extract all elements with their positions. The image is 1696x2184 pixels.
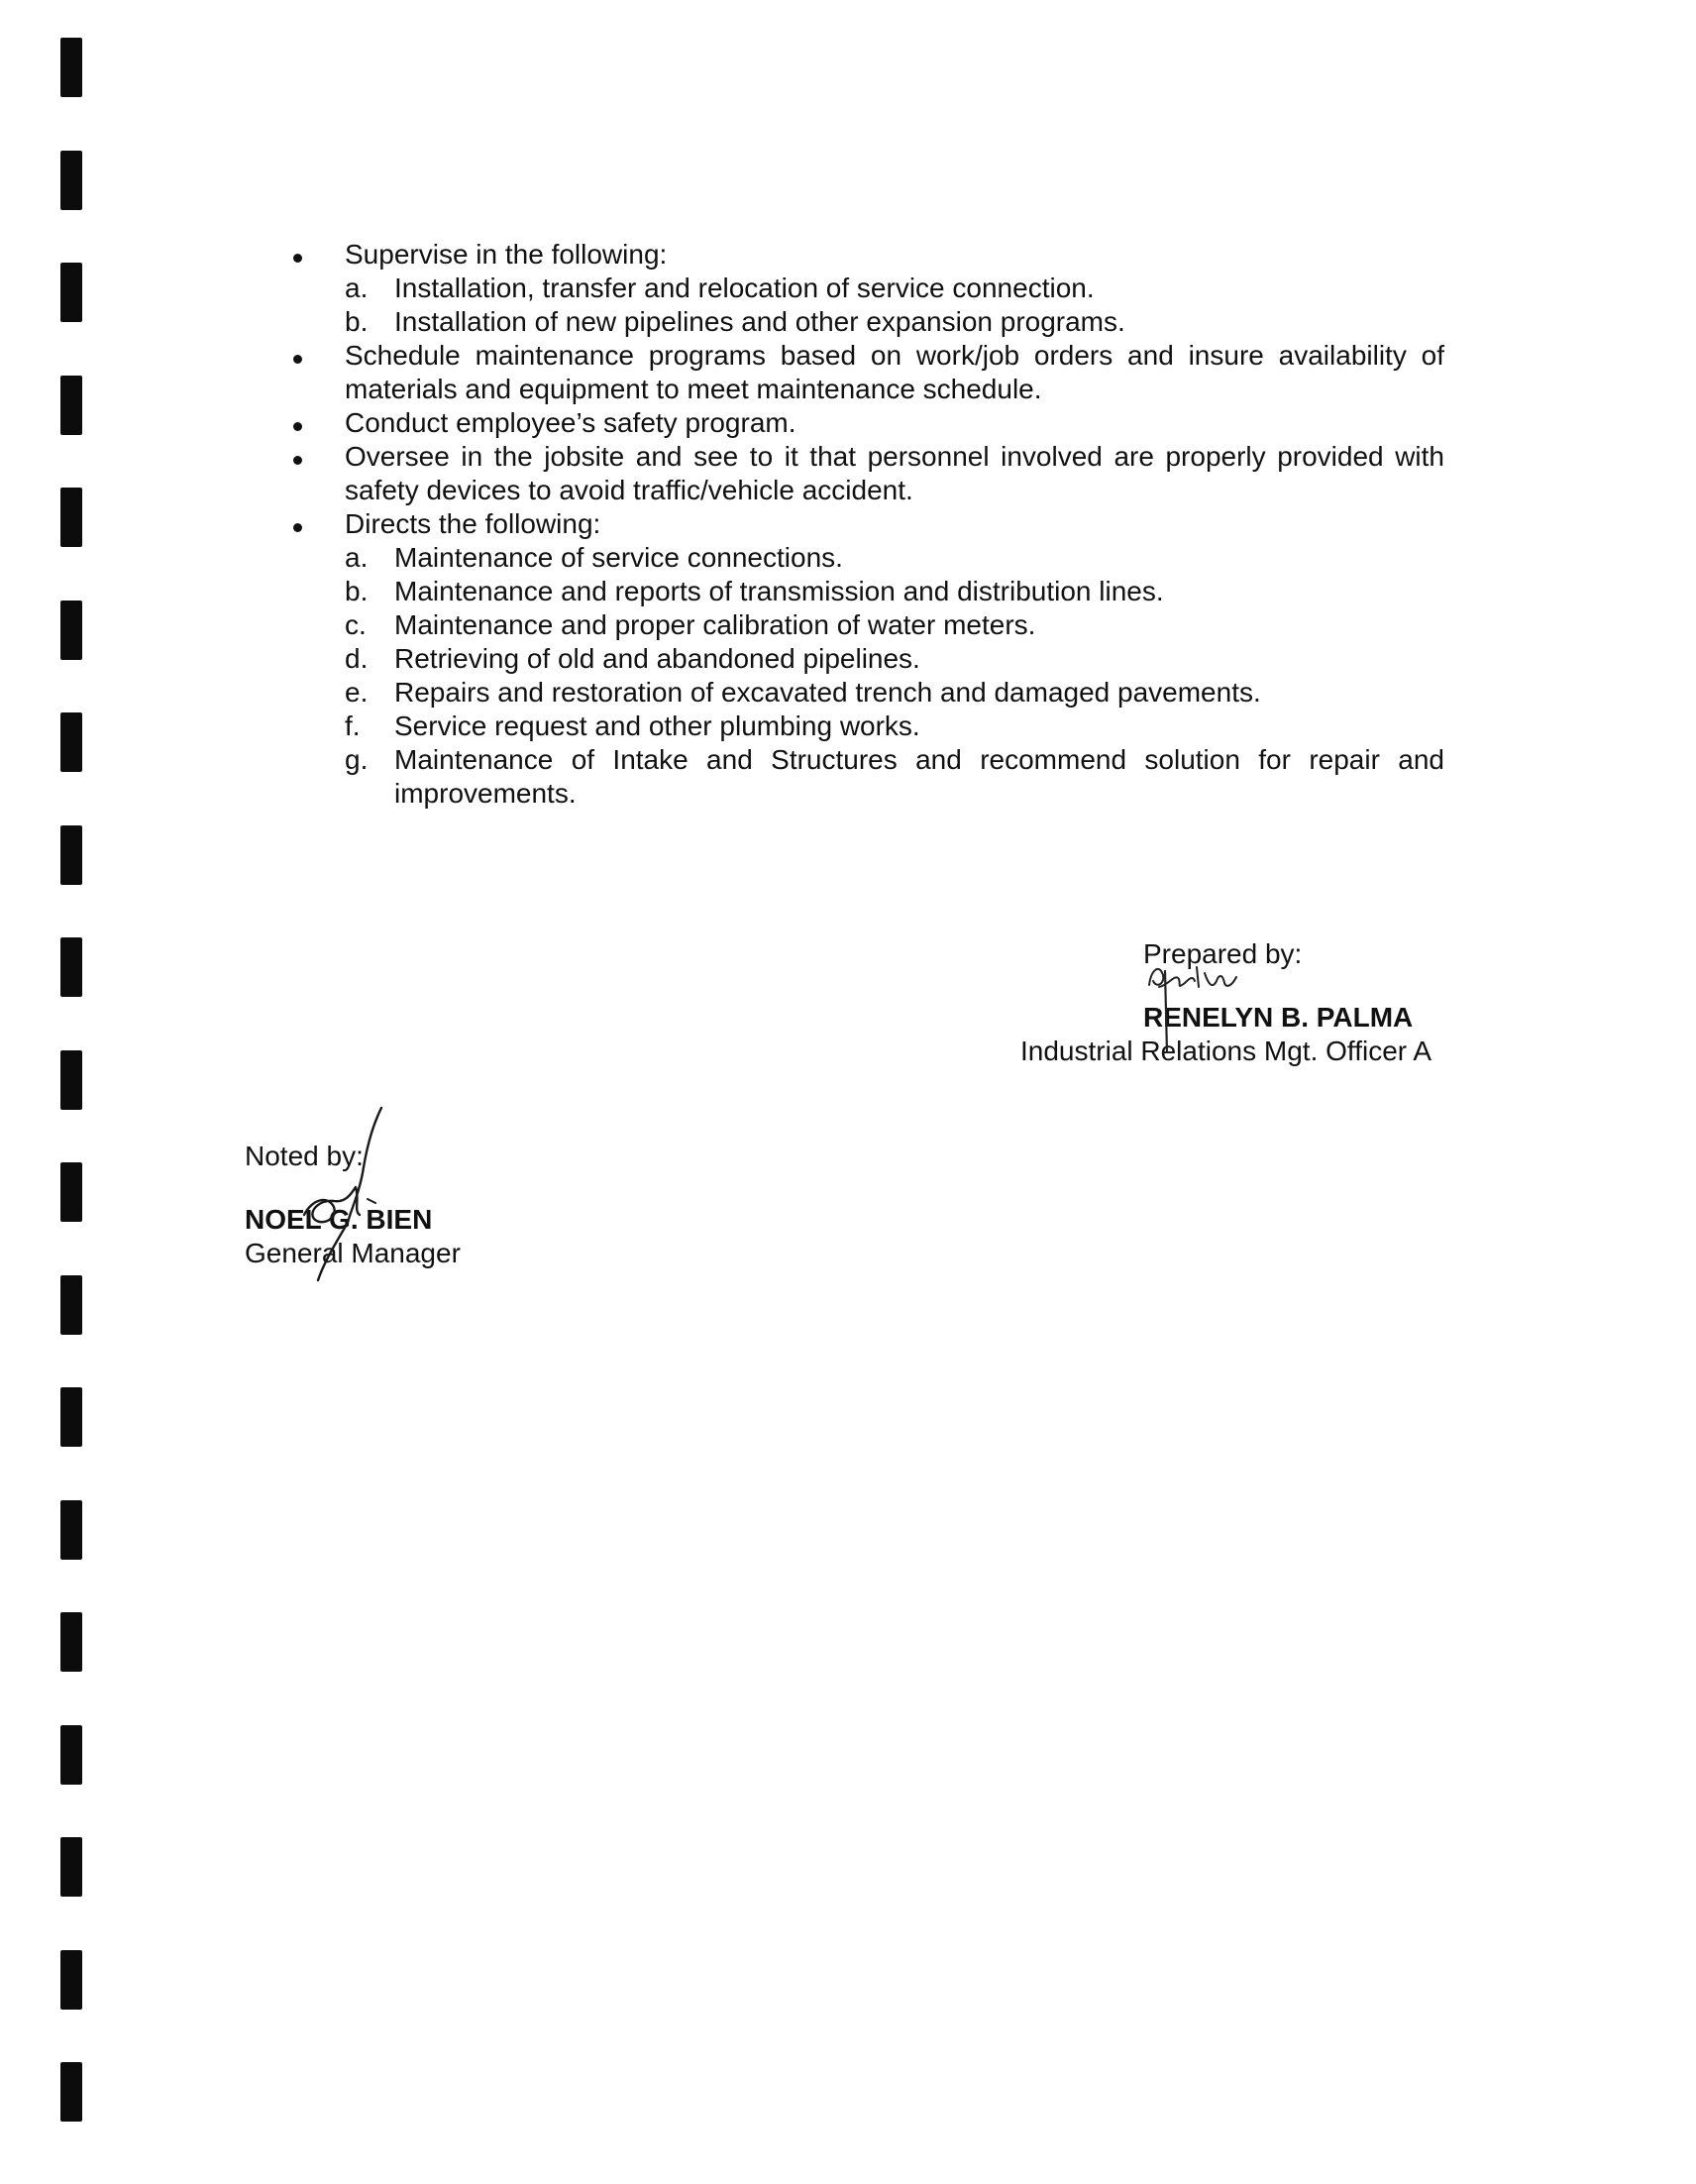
sub-item-letter: b. [345,306,369,337]
noted-by-block [245,1140,641,1270]
bullet-dot-icon [293,523,302,532]
sub-item-letter: a. [345,273,369,303]
sub-item-text: Installation of new pipelines and other expansion programs. [394,306,1125,337]
sub-item-text: Maintenance and proper calibration of water meters. [394,609,1036,640]
bullet-text: Directs the following: [345,508,601,539]
sub-item-text: Service request and other plumbing works. [394,710,920,741]
bullet-dot-icon [293,456,302,465]
bullet-text: Supervise in the following: [345,239,668,270]
binding-mark [60,1500,82,1560]
binding-mark [60,937,82,997]
binding-mark [60,38,82,97]
binding-mark [60,1387,82,1447]
prepared-signature [1129,945,1278,1064]
bullet-item [285,440,1444,507]
sub-item-letter: c. [345,609,367,640]
bullet-text: Oversee in the jobsite and see to it that personnel involved are properly provided with safety devices to avoid traffic/vehicle accident. [345,441,1444,505]
binding-mark [60,1275,82,1335]
sub-list [285,541,1444,811]
sub-list-item [285,642,1444,676]
binding-mark [60,1950,82,2010]
sub-item-letter: g. [345,744,369,775]
binding-mark [60,376,82,435]
sub-item-text: Installation, transfer and relocation of service connection. [394,273,1095,303]
noted-signature [265,1104,403,1302]
bullet-item [285,406,1444,440]
sub-list-item [285,575,1444,608]
bullet-dot-icon [293,355,302,364]
binding-mark [60,1725,82,1785]
bullet-item [285,339,1444,406]
sub-list-item [285,676,1444,710]
bullet-text: Schedule maintenance programs based on work/job orders and insure availability of materials and equipment to meet maintenance schedule. [345,340,1444,404]
sub-list-item [285,272,1444,305]
bullet-item [285,238,1444,272]
sub-item-letter: f. [345,710,361,741]
sub-item-letter: a. [345,542,369,573]
binding-mark [60,825,82,885]
sub-item-text: Maintenance of Intake and Structures and recommend solution for repair and improvements. [394,744,1444,809]
prepared-by-title: Industrial Relations Mgt. Officer A [1020,1036,1431,1066]
sub-list-item [285,743,1444,811]
binding-mark [60,488,82,547]
binding-mark [60,601,82,660]
bullet-text: Conduct employee’s safety program. [345,407,796,438]
bullet-list [285,238,1444,811]
document-body [285,238,1444,811]
sub-item-letter: d. [345,643,369,674]
sub-item-text: Maintenance and reports of transmission and distribution lines. [394,576,1164,606]
binding-mark [60,263,82,322]
sub-list-item [285,305,1444,339]
binding-mark [60,1612,82,1672]
noted-by-label: Noted by: [245,1141,364,1171]
sub-item-letter: b. [345,576,369,606]
sub-item-text: Repairs and restoration of excavated trench and damaged pavements. [394,677,1261,708]
noted-by-name: NOEL G. BIEN [245,1204,433,1235]
sub-list-item [285,710,1444,743]
sub-list-item [285,541,1444,575]
sub-list [285,272,1444,339]
bullet-dot-icon [293,254,302,263]
prepared-by-name: RENELYN B. PALMA [1143,1002,1414,1033]
binding-mark [60,1837,82,1897]
binding-mark [60,2062,82,2122]
sub-item-text: Retrieving of old and abandoned pipelines. [394,643,920,674]
noted-by-title: General Manager [245,1238,461,1268]
binding-mark [60,151,82,210]
sub-list-item [285,608,1444,642]
sub-item-letter: e. [345,677,369,708]
binding-mark [60,712,82,772]
prepared-by-block [1020,937,1436,1068]
sub-item-text: Maintenance of service connections. [394,542,843,573]
bullet-dot-icon [293,422,302,431]
prepared-by-label: Prepared by: [1143,938,1303,969]
binding-mark [60,1050,82,1110]
bullet-item [285,507,1444,541]
binding-marks [60,0,86,2184]
binding-mark [60,1162,82,1222]
